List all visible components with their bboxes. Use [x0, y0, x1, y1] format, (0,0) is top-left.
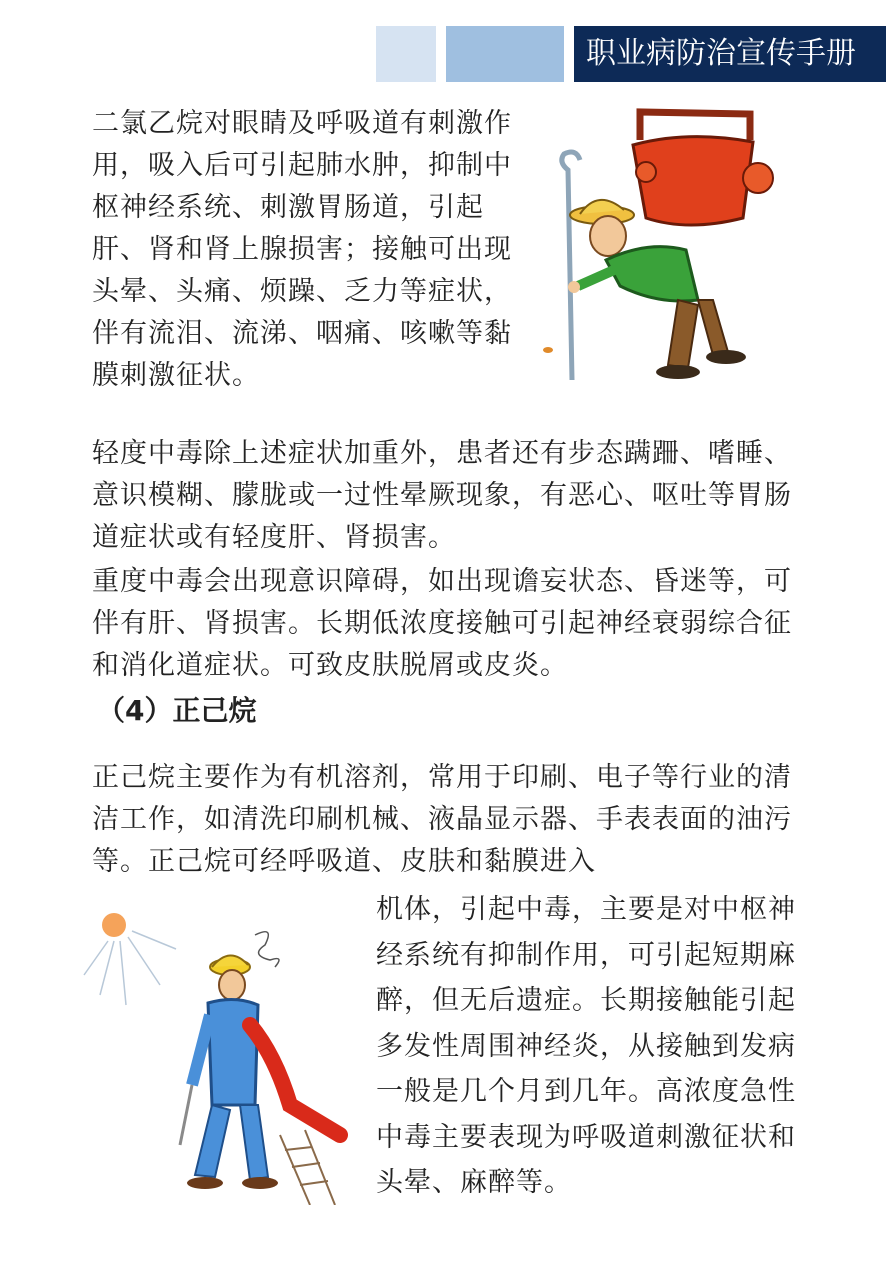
- paragraph-severe-poisoning: 重度中毒会出现意识障碍，如出现谵妄状态、昏迷等，可伴有肝、肾损害。长期低浓度接触可引起神经衰弱综合征和消化道症状。可致皮肤脱屑或皮炎。: [92, 566, 792, 681]
- worker-carrying-bucket-illustration: [528, 100, 786, 390]
- dizzy-worker-illustration: [80, 905, 360, 1205]
- paragraph-n-hexane-toxicity: 机体，引起中毒，主要是对中枢神经系统有抑制作用，可引起短期麻醉，但无后遗症。长期接触能引起多发性周围神经炎，从接触到发病一般是几个月到几年。高浓度急性中毒主要表现为呼吸道刺激征状和头晕、麻醉等。: [376, 894, 796, 1198]
- paragraph-mild-poisoning: 轻度中毒除上述症状加重外，患者还有步态蹒跚、嗜睡、意识模糊、朦胧或一过性晕厥现象，有恶心、呕吐等胃肠道症状或有轻度肝、肾损害。: [92, 438, 792, 553]
- header-light-block: [376, 26, 436, 82]
- paragraph-dichloroethane-effects: 二氯乙烷对眼睛及呼吸道有刺激作用，吸入后可引起肺水肿，抑制中枢神经系统、刺激胃肠道，引起肝、肾和肾上腺损害；接触可出现头晕、头痛、烦躁、乏力等症状，伴有流泪、流涕、咽痛、咳嗽等黏膜刺激征状。: [92, 108, 512, 391]
- section-heading-n-hexane: （4）正己烷: [97, 694, 257, 727]
- header-title: 职业病防治宣传手册: [574, 26, 886, 82]
- paragraph-n-hexane-use: 正己烷主要作为有机溶剂，常用于印刷、电子等行业的清洁工作，如清洗印刷机械、液晶显示器、手表表面的油污等。正己烷可经呼吸道、皮肤和黏膜进入: [92, 762, 792, 877]
- header-mid-block: [446, 26, 564, 82]
